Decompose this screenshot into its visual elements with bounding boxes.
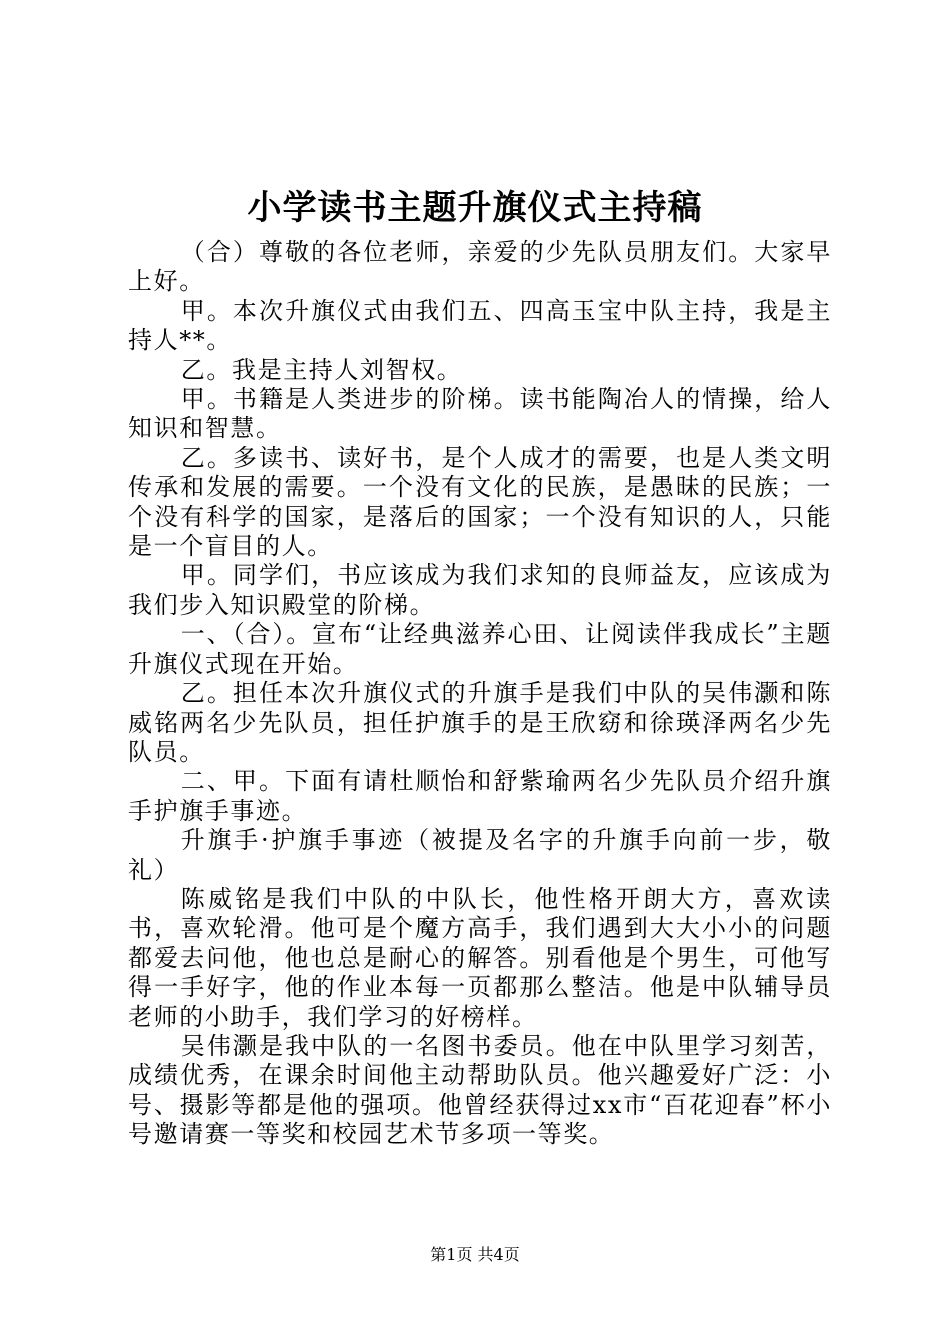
paragraph: 升旗手·护旗手事迹（被提及名字的升旗手向前一步，敬礼）: [128, 826, 832, 884]
paragraph: 一、（合）。宣布“让经典滋养心田、让阅读伴我成长”主题升旗仪式现在开始。: [128, 620, 832, 678]
paragraph: 甲。本次升旗仪式由我们五、四高玉宝中队主持，我是主持人**。: [128, 296, 832, 355]
paragraph: 乙。多读书、读好书，是个人成才的需要，也是人类文明传承和发展的需要。一个没有文化的民族，是愚昧的民族；一个没有科学的国家，是落后的国家；一个没有知识的人，只能是一个盲目的人。: [128, 443, 832, 561]
paragraph: 二、甲。下面有请杜顺怡和舒紫瑜两名少先队员介绍升旗手护旗手事迹。: [128, 767, 832, 825]
paragraph: （合）尊敬的各位老师，亲爱的少先队员朋友们。大家早上好。: [128, 238, 832, 296]
paragraph: 陈威铭是我们中队的中队长，他性格开朗大方，喜欢读书，喜欢轮滑。他可是个魔方高手，我们遇到大大小小的问题都爱去问他，他也总是耐心的解答。别看他是个男生，可他写得一手好字，他的作业本每一页都那么整洁。他是中队辅导员老师的小助手，我们学习的好榜样。: [128, 884, 832, 1031]
document-title: 小学读书主题升旗仪式主持稿: [247, 188, 703, 228]
paragraph: 乙。我是主持人刘智权。: [180, 355, 463, 384]
paragraph: 甲。同学们，书应该成为我们求知的良师益友，应该成为我们步入知识殿堂的阶梯。: [128, 561, 832, 619]
paragraph: 乙。担任本次升旗仪式的升旗手是我们中队的吴伟灏和陈威铭两名少先队员，担任护旗手的是王欣窈和徐瑛泽两名少先队员。: [128, 679, 832, 766]
paragraph: 吴伟灏是我中队的一名图书委员。他在中队里学习刻苦，成绩优秀，在课余时间他主动帮助队员。他兴趣爱好广泛：小号、摄影等都是他的强项。他曾经获得过xx市“百花迎春”杯小号邀请赛一等奖和校园艺术节多项一等奖。: [128, 1031, 832, 1149]
document-body: [128, 238, 832, 1150]
paragraph: 甲。书籍是人类进步的阶梯。读书能陶冶人的情操，给人知识和智慧。: [128, 385, 832, 443]
page-footer: 第1页 共4页: [430, 1245, 520, 1264]
